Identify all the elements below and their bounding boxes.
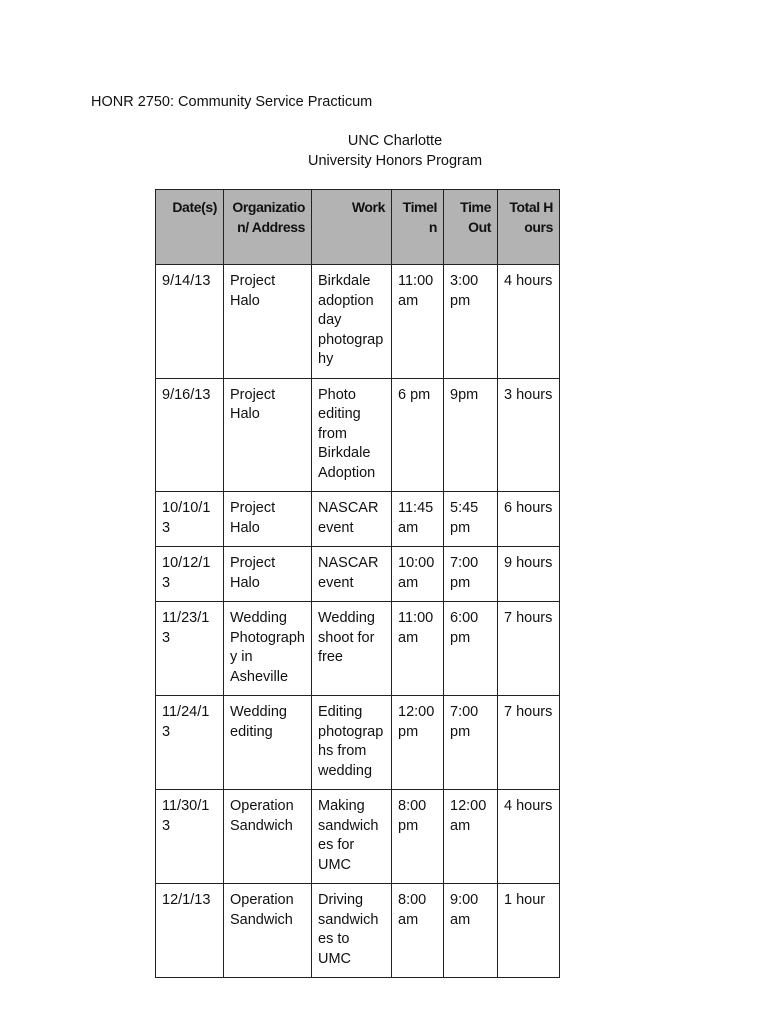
table-row: [156, 547, 560, 602]
cell-time-in: 8:00 pm: [392, 790, 444, 884]
course-title: HONR 2750: Community Service Practicum: [91, 94, 373, 110]
cell-date: 11/30/13: [156, 790, 224, 884]
cell-time-in: 11:00 am: [392, 265, 444, 379]
cell-time-out: 7:00 pm: [444, 547, 498, 602]
cell-work: Wedding shoot for free: [312, 602, 392, 696]
cell-time-out: 12:00 am: [444, 790, 498, 884]
cell-organization: Wedding Photography in Asheville: [224, 602, 312, 696]
column-header-time-in: TimeIn: [392, 190, 444, 265]
cell-organization: Project Halo: [224, 547, 312, 602]
cell-organization: Project Halo: [224, 492, 312, 547]
cell-work: NASCAR event: [312, 492, 392, 547]
cell-time-in: 11:45 am: [392, 492, 444, 547]
cell-date: 9/14/13: [156, 265, 224, 379]
cell-organization: Operation Sandwich: [224, 884, 312, 978]
table-row: [156, 265, 560, 379]
cell-work: Driving sandwiches to UMC: [312, 884, 392, 978]
column-header-total-hours: Total Hours: [498, 190, 560, 265]
cell-organization: Project Halo: [224, 265, 312, 379]
cell-total-hours: 4 hours: [498, 265, 560, 379]
program-name: University Honors Program: [307, 153, 483, 169]
cell-total-hours: 1 hour: [498, 884, 560, 978]
cell-work: NASCAR event: [312, 547, 392, 602]
table-body: [156, 265, 560, 978]
cell-date: 9/16/13: [156, 378, 224, 492]
column-header-dates: Date(s): [156, 190, 224, 265]
cell-work: Making sandwiches for UMC: [312, 790, 392, 884]
cell-time-out: 9pm: [444, 378, 498, 492]
cell-time-in: 12:00 pm: [392, 696, 444, 790]
cell-time-out: 6:00 pm: [444, 602, 498, 696]
cell-work: Photo editing from Birkdale Adoption: [312, 378, 392, 492]
cell-time-out: 3:00 pm: [444, 265, 498, 379]
cell-total-hours: 7 hours: [498, 696, 560, 790]
table-row: [156, 378, 560, 492]
table-row: [156, 492, 560, 547]
cell-time-in: 11:00 am: [392, 602, 444, 696]
cell-time-in: 8:00 am: [392, 884, 444, 978]
cell-organization: Operation Sandwich: [224, 790, 312, 884]
cell-total-hours: 3 hours: [498, 378, 560, 492]
cell-time-out: 9:00 am: [444, 884, 498, 978]
column-header-time-out: Time Out: [444, 190, 498, 265]
cell-total-hours: 9 hours: [498, 547, 560, 602]
cell-organization: Wedding editing: [224, 696, 312, 790]
cell-date: 11/24/13: [156, 696, 224, 790]
cell-work: Birkdale adoption day photography: [312, 265, 392, 379]
table-header-row: [156, 190, 560, 265]
cell-organization: Project Halo: [224, 378, 312, 492]
cell-time-out: 5:45 pm: [444, 492, 498, 547]
cell-date: 10/12/13: [156, 547, 224, 602]
institution-header: [0, 131, 768, 171]
cell-total-hours: 4 hours: [498, 790, 560, 884]
table-row: [156, 884, 560, 978]
cell-total-hours: 7 hours: [498, 602, 560, 696]
table-row: [156, 790, 560, 884]
table-row: [156, 602, 560, 696]
column-header-work: Work: [312, 190, 392, 265]
cell-date: 12/1/13: [156, 884, 224, 978]
cell-date: 10/10/13: [156, 492, 224, 547]
cell-time-in: 10:00 am: [392, 547, 444, 602]
cell-date: 11/23/13: [156, 602, 224, 696]
university-name: UNC Charlotte: [347, 133, 443, 149]
column-header-organization: Organization/ Address: [224, 190, 312, 265]
service-hours-table: [155, 189, 560, 978]
cell-time-out: 7:00 pm: [444, 696, 498, 790]
cell-work: Editing photographs from wedding: [312, 696, 392, 790]
cell-total-hours: 6 hours: [498, 492, 560, 547]
cell-time-in: 6 pm: [392, 378, 444, 492]
table-row: [156, 696, 560, 790]
